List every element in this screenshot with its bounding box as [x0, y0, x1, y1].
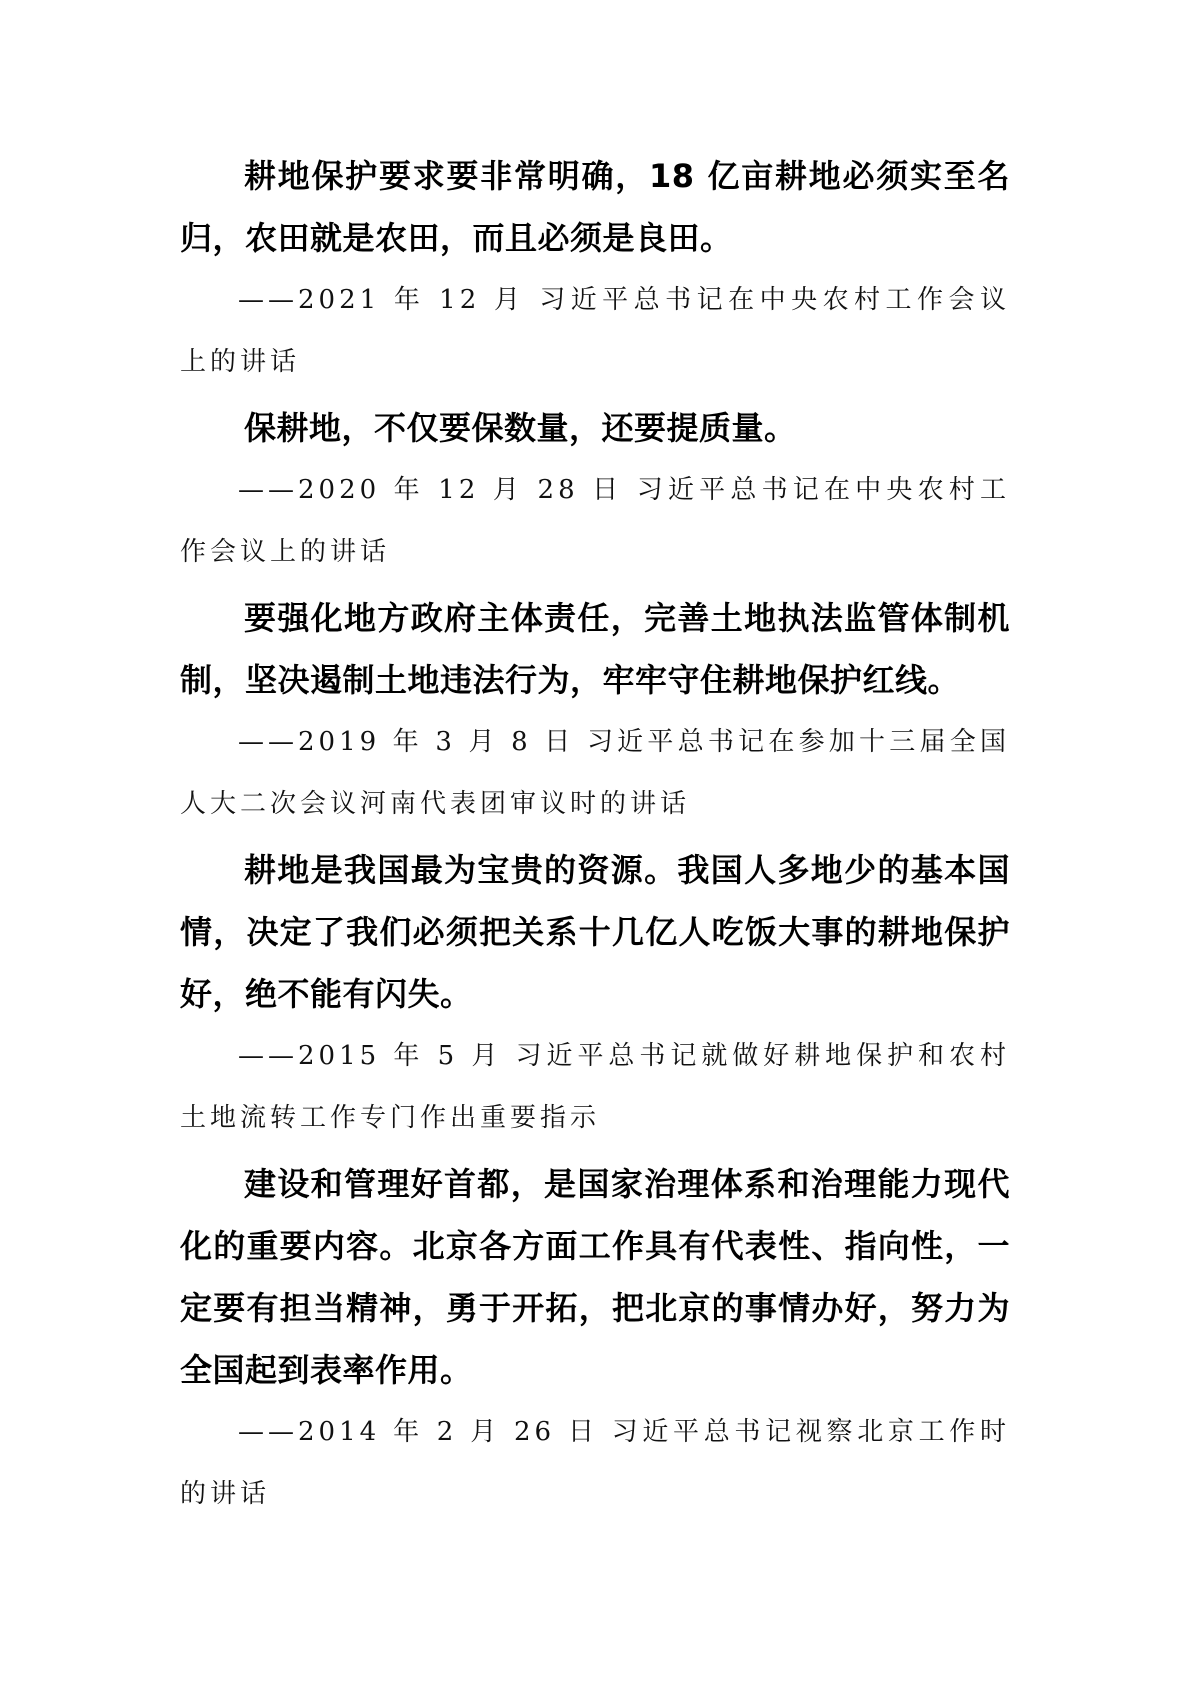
quote-text: 保耕地，不仅要保数量，还要提质量。: [244, 409, 797, 447]
quote-source: ——2015 年 5 月 习近平总书记就做好耕地保护和农村土地流转工作专门作出重要指示: [180, 1041, 1010, 1133]
quote-text: 耕地是我国最为宝贵的资源。我国人多地少的基本国情，决定了我们必须把关系十几亿人吃饭大事的耕地保护好，绝不能有闪失。: [180, 851, 1010, 1013]
quote-source: ——2014 年 2 月 26 日 习近平总书记视察北京工作时的讲话: [180, 1417, 1010, 1509]
quote-text: 建设和管理好首都，是国家治理体系和治理能力现代化的重要内容。北京各方面工作具有代表性、指向性，一定要有担当精神，勇于开拓，把北京的事情办好，努力为全国起到表率作用。: [180, 1165, 1010, 1389]
quote-source: ——2021 年 12 月 习近平总书记在中央农村工作会议上的讲话: [180, 285, 1010, 377]
quote-text: 耕地保护要求要非常明确，18 亿亩耕地必须实至名归，农田就是农田，而且必须是良田。: [180, 157, 1010, 257]
quotes-list: [180, 145, 1010, 1529]
quote-text: 要强化地方政府主体责任，完善土地执法监管体制机制，坚决遏制土地违法行为，牢牢守住耕地保护红线。: [180, 599, 1010, 699]
quote-source: ——2020 年 12 月 28 日 习近平总书记在中央农村工作会议上的讲话: [180, 475, 1010, 567]
quote-source: ——2019 年 3 月 8 日 习近平总书记在参加十三届全国人大二次会议河南代表团审议时的讲话: [180, 727, 1010, 819]
